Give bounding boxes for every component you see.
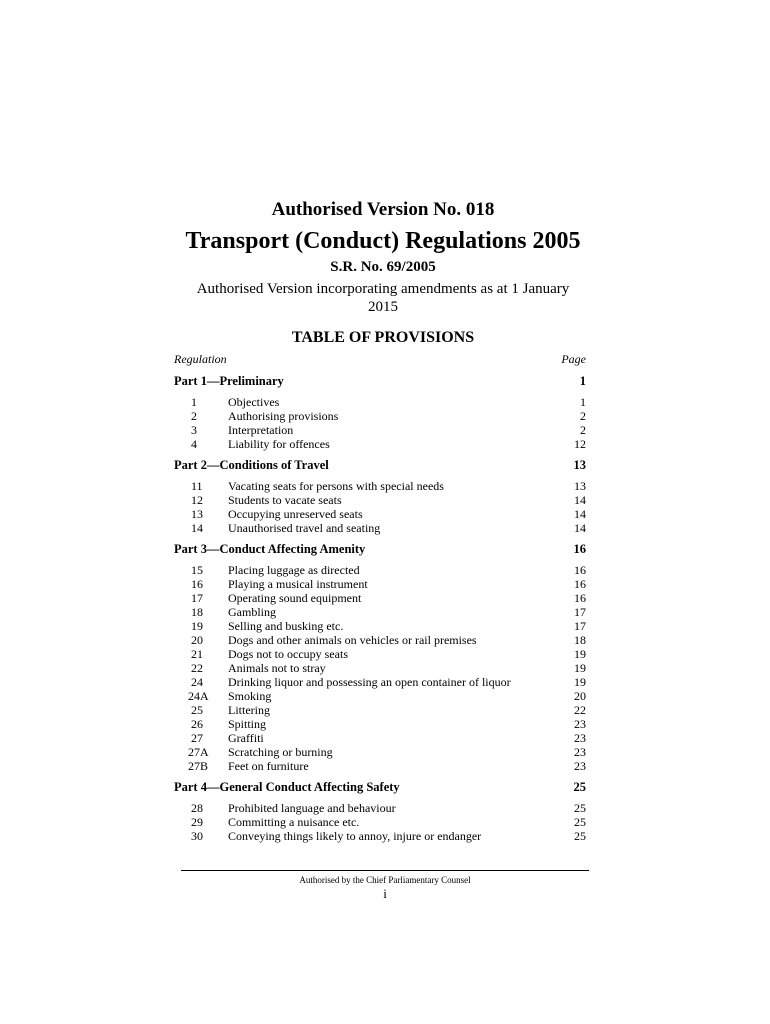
toc-entry [174,591,586,605]
toc-part-title: Part 1—Preliminary [174,374,284,388]
toc-entry-page: 19 [574,661,586,675]
toc-entry-title: Dogs not to occupy seats [228,647,348,661]
toc-entry-page: 14 [574,493,586,507]
toc-entry [174,703,586,717]
toc-entry [174,633,586,647]
page-column-label: Page [561,352,586,366]
toc-entry-number: 19 [191,619,203,633]
toc-entry-page: 20 [574,689,586,703]
toc-entry-title: Unauthorised travel and seating [228,521,381,535]
toc-entry-number: 20 [191,633,203,647]
toc-entry-number: 28 [191,801,203,815]
toc-entry-title: Liability for offences [228,437,330,451]
toc-entry [174,675,586,689]
toc-entry [174,759,586,773]
toc-entry-page: 18 [574,633,586,647]
toc-entry-number: 27B [188,759,209,773]
toc-entry [174,745,586,759]
toc-entry [174,661,586,675]
toc-entry-page: 16 [574,563,586,577]
toc-entry [174,829,586,843]
toc-entry [174,577,586,591]
toc-entry-number: 24 [191,675,203,689]
toc-entry-page: 23 [574,745,586,759]
toc-entry [174,437,586,451]
toc-part-heading [174,541,586,557]
amendments-note: Authorised Version incorporating amendments as at 1 January 2015 [196,281,570,315]
toc-entry-title: Selling and busking etc. [228,619,344,633]
toc-entry-title: Graffiti [228,731,264,745]
toc-entry-number: 1 [191,395,197,409]
toc-entry-page: 16 [574,577,586,591]
toc-entry-page: 23 [574,717,586,731]
toc-entry [174,717,586,731]
page-number: i [383,886,387,901]
toc-entry-number: 21 [191,647,203,661]
toc-entry-title: Objectives [228,395,280,409]
toc-entry-number: 17 [191,591,203,605]
toc-entry-number: 26 [191,717,203,731]
toc-part-page: 16 [573,542,586,556]
toc-entry [174,423,586,437]
toc-entry-number: 25 [191,703,203,717]
toc-entry-title: Dogs and other animals on vehicles or rail premises [228,633,477,647]
toc-part-title: Part 3—Conduct Affecting Amenity [174,542,366,556]
toc-entry-number: 27 [191,731,203,745]
toc-entry-title: Playing a musical instrument [228,577,368,591]
toc-entry-page: 17 [574,605,586,619]
toc-entry-number: 12 [191,493,203,507]
toc-entry-title: Committing a nuisance etc. [228,815,360,829]
toc-entry [174,647,586,661]
toc-entry-page: 14 [574,507,586,521]
toc-part-title: Part 4—General Conduct Affecting Safety [174,780,400,794]
toc-part-heading [174,457,586,473]
toc-entry-page: 25 [574,801,586,815]
document-title: Transport (Conduct) Regulations 2005 [185,228,581,254]
regulation-column-label: Regulation [174,352,227,366]
toc-entry-number: 2 [191,409,197,423]
toc-entry-title: Feet on furniture [228,759,309,773]
toc-entry-number: 13 [191,507,203,521]
toc-entry [174,619,586,633]
toc-part-heading [174,373,586,389]
toc-entry-title: Gambling [228,605,276,619]
toc-entry-number: 4 [191,437,197,451]
toc-entry-title: Vacating seats for persons with special needs [228,479,444,493]
toc-entry-title: Authorising provisions [228,409,339,423]
table-of-provisions [174,373,586,843]
toc-entry-title: Littering [228,703,270,717]
toc-entry-number: 3 [191,423,197,437]
footer-rule [181,870,589,871]
toc-entry-page: 17 [574,619,586,633]
toc-entry-title: Occupying unreserved seats [228,507,363,521]
toc-entry-title: Interpretation [228,423,294,437]
toc-entry [174,507,586,521]
toc-entry-number: 18 [191,605,203,619]
toc-entry-page: 25 [574,815,586,829]
toc-entry-title: Operating sound equipment [228,591,362,605]
toc-entry-list [174,563,586,773]
toc-entry-title: Prohibited language and behaviour [228,801,396,815]
toc-entry-number: 30 [191,829,203,843]
toc-entry-number: 11 [191,479,203,493]
toc-entry-page: 13 [574,479,586,493]
toc-entry-title: Placing luggage as directed [228,563,360,577]
toc-entry-list [174,801,586,843]
toc-part-page: 1 [579,374,586,388]
toc-entry-page: 19 [574,647,586,661]
toc-entry-title: Smoking [228,689,272,703]
toc-entry [174,563,586,577]
version-heading: Authorised Version No. 018 [271,199,495,220]
toc-entry-title: Students to vacate seats [228,493,342,507]
toc-entry-title: Spitting [228,717,267,731]
toc-part-page: 13 [573,458,586,472]
table-of-provisions-heading: TABLE OF PROVISIONS [291,329,475,346]
toc-entry-title: Drinking liquor and possessing an open container of liquor [228,675,511,689]
toc-entry-number: 15 [191,563,203,577]
toc-entry-page: 14 [574,521,586,535]
toc-entry [174,395,586,409]
toc-entry-list [174,479,586,535]
toc-entry-number: 27A [188,745,209,759]
toc-part-page: 25 [573,780,586,794]
toc-entry [174,689,586,703]
toc-entry-page: 25 [574,829,586,843]
toc-entry-page: 23 [574,731,586,745]
toc-entry-title: Conveying things likely to annoy, injure or endanger [228,829,482,843]
toc-entry [174,801,586,815]
toc-entry-page: 2 [580,409,586,423]
toc-entry [174,815,586,829]
toc-entry-page: 22 [574,703,586,717]
toc-entry-title: Scratching or burning [228,745,333,759]
toc-entry [174,605,586,619]
toc-entry [174,409,586,423]
toc-entry-number: 14 [191,521,203,535]
toc-entry-page: 2 [580,423,586,437]
toc-entry-page: 19 [574,675,586,689]
toc-entry-number: 29 [191,815,203,829]
toc-part-title: Part 2—Conditions of Travel [174,458,329,472]
toc-entry-page: 12 [574,437,586,451]
toc-entry [174,731,586,745]
toc-entry-number: 16 [191,577,203,591]
toc-entry-list [174,395,586,451]
toc-entry [174,479,586,493]
toc-entry-title: Animals not to stray [228,661,326,675]
toc-entry [174,493,586,507]
toc-entry-number: 24A [188,689,209,703]
sr-number: S.R. No. 69/2005 [330,259,436,275]
footer-authorised-by: Authorised by the Chief Parliamentary Counsel [299,875,471,885]
toc-entry [174,521,586,535]
toc-entry-page: 16 [574,591,586,605]
toc-entry-page: 23 [574,759,586,773]
toc-part-heading [174,779,586,795]
toc-entry-page: 1 [580,395,586,409]
toc-entry-number: 22 [191,661,203,675]
